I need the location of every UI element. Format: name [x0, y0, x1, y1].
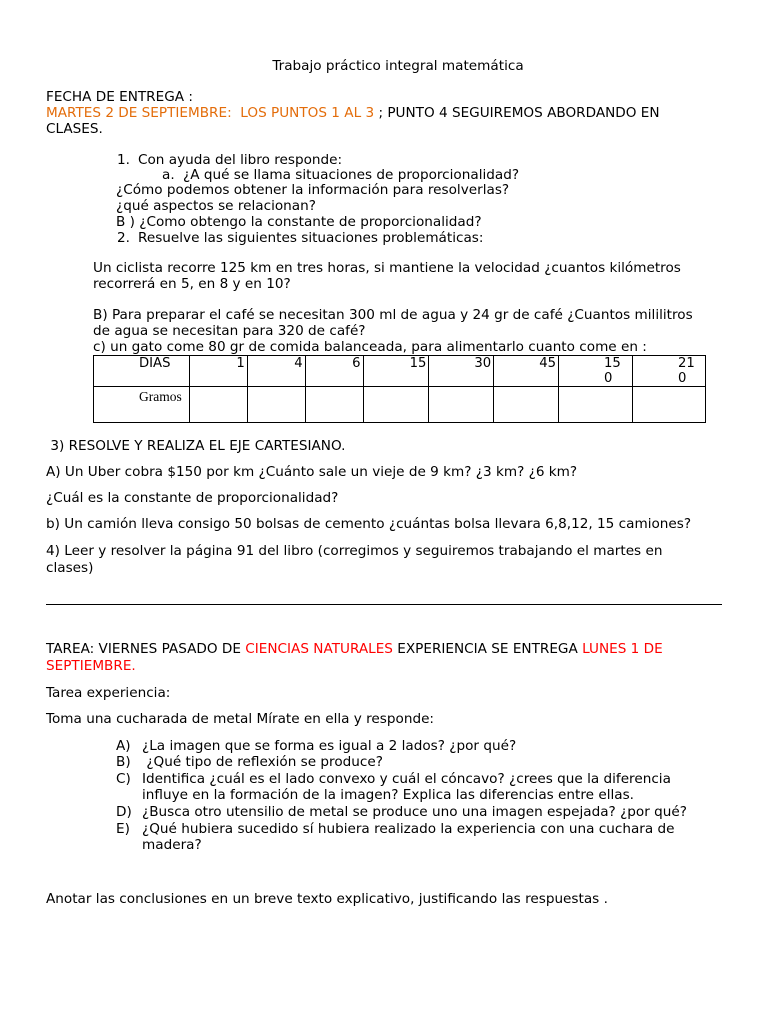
table-cell — [305, 387, 363, 423]
tarea-subject: CIENCIAS NATURALES — [245, 641, 393, 657]
tarea-line — [46, 641, 663, 658]
table-row — [94, 356, 706, 387]
fecha-line — [46, 105, 660, 122]
list-item-text: Con ayuda del libro responde: — [138, 152, 343, 168]
table-cell — [189, 387, 247, 423]
ciclista-line-1: Un ciclista recorre 125 km en tres horas, si mantiene la velocidad ¿cuantos kilómetros — [93, 260, 681, 276]
list-item-text: ¿Busca otro utensilio de metal se produce uno una imagen espejada? ¿por qué? — [142, 804, 687, 820]
tarea-text: TAREA: VIERNES PASADO DE — [46, 641, 246, 657]
table-cell: 30 — [429, 356, 494, 387]
fecha-label: FECHA DE ENTREGA : — [46, 89, 193, 105]
list-marker: A) — [116, 738, 131, 754]
cell-line: 21 — [677, 356, 695, 371]
table-cell: DIAS — [94, 356, 190, 387]
table-cell: Gramos — [94, 387, 190, 423]
list-marker: E) — [116, 821, 130, 837]
question-b-reflexion — [116, 754, 383, 771]
question-obtener: ¿Cómo podemos obtener la información para resolverlas? — [116, 182, 510, 198]
camion-question: b) Un camión lleva consigo 50 bolsas de cemento ¿cuántas bolsa llevara 6,8,12, 15 camiones? — [46, 516, 692, 532]
list-item-text: Resuelve las siguientes situaciones problemáticas: — [138, 230, 484, 246]
question-a — [116, 738, 516, 755]
cafe-line-1: B) Para preparar el café se necesitan 300 ml de agua y 24 gr de café ¿Cuantos mililitros — [93, 307, 693, 323]
list-item-2 — [117, 230, 483, 247]
uber-question: A) Un Uber cobra $150 por km ¿Cuánto sale un vieje de 9 km? ¿3 km? ¿6 km? — [46, 464, 578, 480]
fecha-rest: ; PUNTO 4 SEGUIREMOS ABORDANDO EN — [374, 105, 660, 121]
list-marker: 1. — [117, 152, 130, 168]
document-title: Trabajo práctico integral matemática — [272, 58, 524, 74]
question-b: B ) ¿Como obtengo la constante de proporcionalidad? — [116, 214, 482, 230]
list-item-text: Identifica ¿cuál es el lado convexo y cuál el cóncavo? ¿crees que la diferencia — [142, 771, 671, 787]
section-4-line-1: 4) Leer y resolver la página 91 del libro (corregimos y seguiremos trabajando el martes en — [46, 543, 663, 559]
cell-line: 0 — [604, 371, 613, 386]
fecha-rest-2: CLASES. — [46, 121, 103, 137]
table-cell — [494, 387, 559, 423]
table-cell: 1 — [189, 356, 247, 387]
question-c — [116, 771, 671, 788]
constante-question: ¿Cuál es la constante de proporcionalidad? — [46, 490, 339, 506]
anotar-instruction: Anotar las conclusiones en un breve texto explicativo, justificando las respuestas . — [46, 891, 608, 907]
horizontal-divider — [46, 604, 722, 605]
tarea-date: LUNES 1 DE — [582, 641, 663, 657]
table-cell — [632, 387, 705, 423]
table-row — [94, 387, 706, 423]
list-marker: C) — [116, 771, 131, 787]
tarea-date-2: SEPTIEMBRE. — [46, 658, 136, 674]
table-cell — [559, 356, 633, 387]
table-cell: 6 — [305, 356, 363, 387]
table-cell: 45 — [494, 356, 559, 387]
tarea-experiencia-label: Tarea experiencia: — [46, 685, 171, 701]
tarea-text: EXPERIENCIA SE ENTREGA — [392, 641, 583, 657]
cell-line: 0 — [677, 371, 687, 386]
list-marker: 2. — [117, 230, 130, 246]
list-item-text: ¿La imagen que se forma es igual a 2 lados? ¿por qué? — [142, 738, 517, 754]
table-cell: 15 — [363, 356, 429, 387]
question-c-line-2: influye en la formación de la imagen? Explica las diferencias entre ellas. — [142, 787, 634, 803]
gato-line: c) un gato come 80 gr de comida balanceada, para alimentarlo cuanto come en : — [93, 339, 647, 355]
table-cell — [429, 387, 494, 423]
table-cell — [247, 387, 305, 423]
table-cell: 4 — [247, 356, 305, 387]
list-item-text: ¿Qué hubiera sucedido sí hubiera realizado la experiencia con una cuchara de — [142, 821, 675, 837]
table-cell — [632, 356, 705, 387]
table-cell — [363, 387, 429, 423]
section-4-line-2: clases) — [46, 560, 94, 576]
dias-table — [93, 355, 706, 423]
question-e-line-2: madera? — [142, 837, 202, 853]
question-e — [116, 821, 675, 838]
question-d — [116, 804, 687, 821]
section-3-heading: 3) RESOLVE Y REALIZA EL EJE CARTESIANO. — [46, 438, 346, 454]
table-cell — [559, 387, 633, 423]
cell-line: 15 — [604, 356, 621, 371]
list-item-text: ¿A qué se llama situaciones de proporcionalidad? — [183, 167, 520, 183]
fecha-highlight: MARTES 2 DE SEPTIEMBRE: LOS PUNTOS 1 AL 3 — [46, 105, 375, 121]
list-marker: a. — [162, 167, 175, 183]
toma-instruction: Toma una cucharada de metal Mírate en ella y responde: — [46, 711, 435, 727]
question-aspectos: ¿qué aspectos se relacionan? — [116, 198, 316, 214]
list-marker: D) — [116, 804, 132, 820]
ciclista-line-2: recorrerá en 5, en 8 y en 10? — [93, 276, 291, 292]
cafe-line-2: de agua se necesitan para 320 de café? — [93, 323, 366, 339]
list-item-text: ¿Qué tipo de reflexión se produce? — [142, 754, 383, 770]
list-marker: B) — [116, 754, 131, 770]
